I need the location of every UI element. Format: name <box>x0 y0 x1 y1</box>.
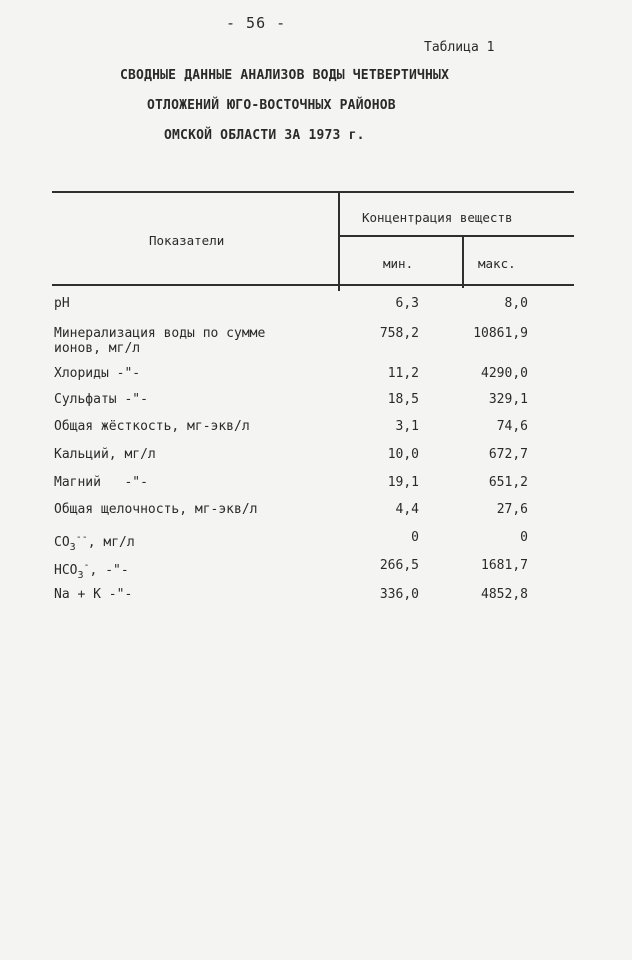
chem-rest: , мг/л <box>87 535 135 550</box>
table-title-line-1: СВОДНЫЕ ДАННЫЕ АНАЛИЗОВ ВОДЫ ЧЕТВЕРТИЧНЫХ <box>120 68 450 83</box>
chem-rest: , -"- <box>89 563 129 578</box>
row-indicator-bicarbonate <box>54 558 354 583</box>
row-indicator-carbonate <box>54 530 354 555</box>
table-row <box>54 558 574 587</box>
table-row <box>54 587 574 615</box>
header-min: мин. <box>383 256 414 271</box>
row-min: 0 <box>411 530 419 545</box>
table-body <box>54 296 574 615</box>
row-max: 672,7 <box>488 447 528 462</box>
table-row <box>54 447 574 475</box>
minmax-divider-vertical <box>462 236 464 288</box>
chem-superscript: - <box>83 560 90 571</box>
table-row <box>54 392 574 419</box>
row-indicator: Na + K -"- <box>54 587 133 602</box>
table-row <box>54 296 574 326</box>
table-title-line-3: ОМСКОЙ ОБЛАСТИ ЗА 1973 г. <box>164 128 365 143</box>
row-max: 10861,9 <box>473 326 528 341</box>
row-min: 4,4 <box>395 502 419 517</box>
header-concentration: Концентрация веществ <box>362 210 513 225</box>
table-row <box>54 366 574 392</box>
row-min: 266,5 <box>379 558 419 573</box>
table-row <box>54 326 574 366</box>
row-min: 758,2 <box>379 326 419 341</box>
header-divider-vertical <box>338 193 340 291</box>
row-max: 329,1 <box>488 392 528 407</box>
row-max: 0 <box>520 530 528 545</box>
chem-base: HCO <box>54 563 78 578</box>
concentration-subrule <box>340 235 574 237</box>
table-row <box>54 475 574 502</box>
row-max: 1681,7 <box>481 558 528 573</box>
row-indicator: Магний -"- <box>54 475 148 490</box>
row-max: 651,2 <box>488 475 528 490</box>
row-min: 19,1 <box>387 475 419 490</box>
header-indicators: Показатели <box>149 233 225 248</box>
header-max: макс. <box>478 256 516 271</box>
table-row <box>54 502 574 530</box>
row-min: 18,5 <box>387 392 419 407</box>
row-indicator: Общая жёсткость, мг-экв/л <box>54 419 250 434</box>
chem-subscript: 3 <box>77 570 84 581</box>
table-row <box>54 419 574 447</box>
table-top-rule <box>52 191 574 193</box>
row-min: 336,0 <box>379 587 419 602</box>
row-max: 8,0 <box>504 296 528 311</box>
row-min: 6,3 <box>395 296 419 311</box>
row-min: 3,1 <box>395 419 419 434</box>
row-max: 4852,8 <box>481 587 528 602</box>
page-number: - 56 - <box>226 14 287 32</box>
header-bottom-rule <box>52 284 574 286</box>
row-indicator: pH <box>54 296 70 311</box>
row-indicator: Хлориды -"- <box>54 366 141 381</box>
row-indicator: Общая щелочность, мг-экв/л <box>54 502 258 517</box>
row-max: 74,6 <box>496 419 528 434</box>
row-indicator: Минерализация воды по сумме ионов, мг/л <box>54 326 266 356</box>
row-min: 11,2 <box>387 366 419 381</box>
row-min: 10,0 <box>387 447 419 462</box>
chem-base: CO <box>54 535 70 550</box>
table-label: Таблица 1 <box>424 40 495 55</box>
chem-subscript: 3 <box>69 542 76 553</box>
chem-superscript: -- <box>75 532 88 543</box>
row-indicator: Кальций, мг/л <box>54 447 156 462</box>
table-title-line-2: ОТЛОЖЕНИЙ ЮГО-ВОСТОЧНЫХ РАЙОНОВ <box>147 98 396 113</box>
row-max: 27,6 <box>496 502 528 517</box>
row-indicator: Сульфаты -"- <box>54 392 148 407</box>
table-row <box>54 530 574 558</box>
row-max: 4290,0 <box>481 366 528 381</box>
